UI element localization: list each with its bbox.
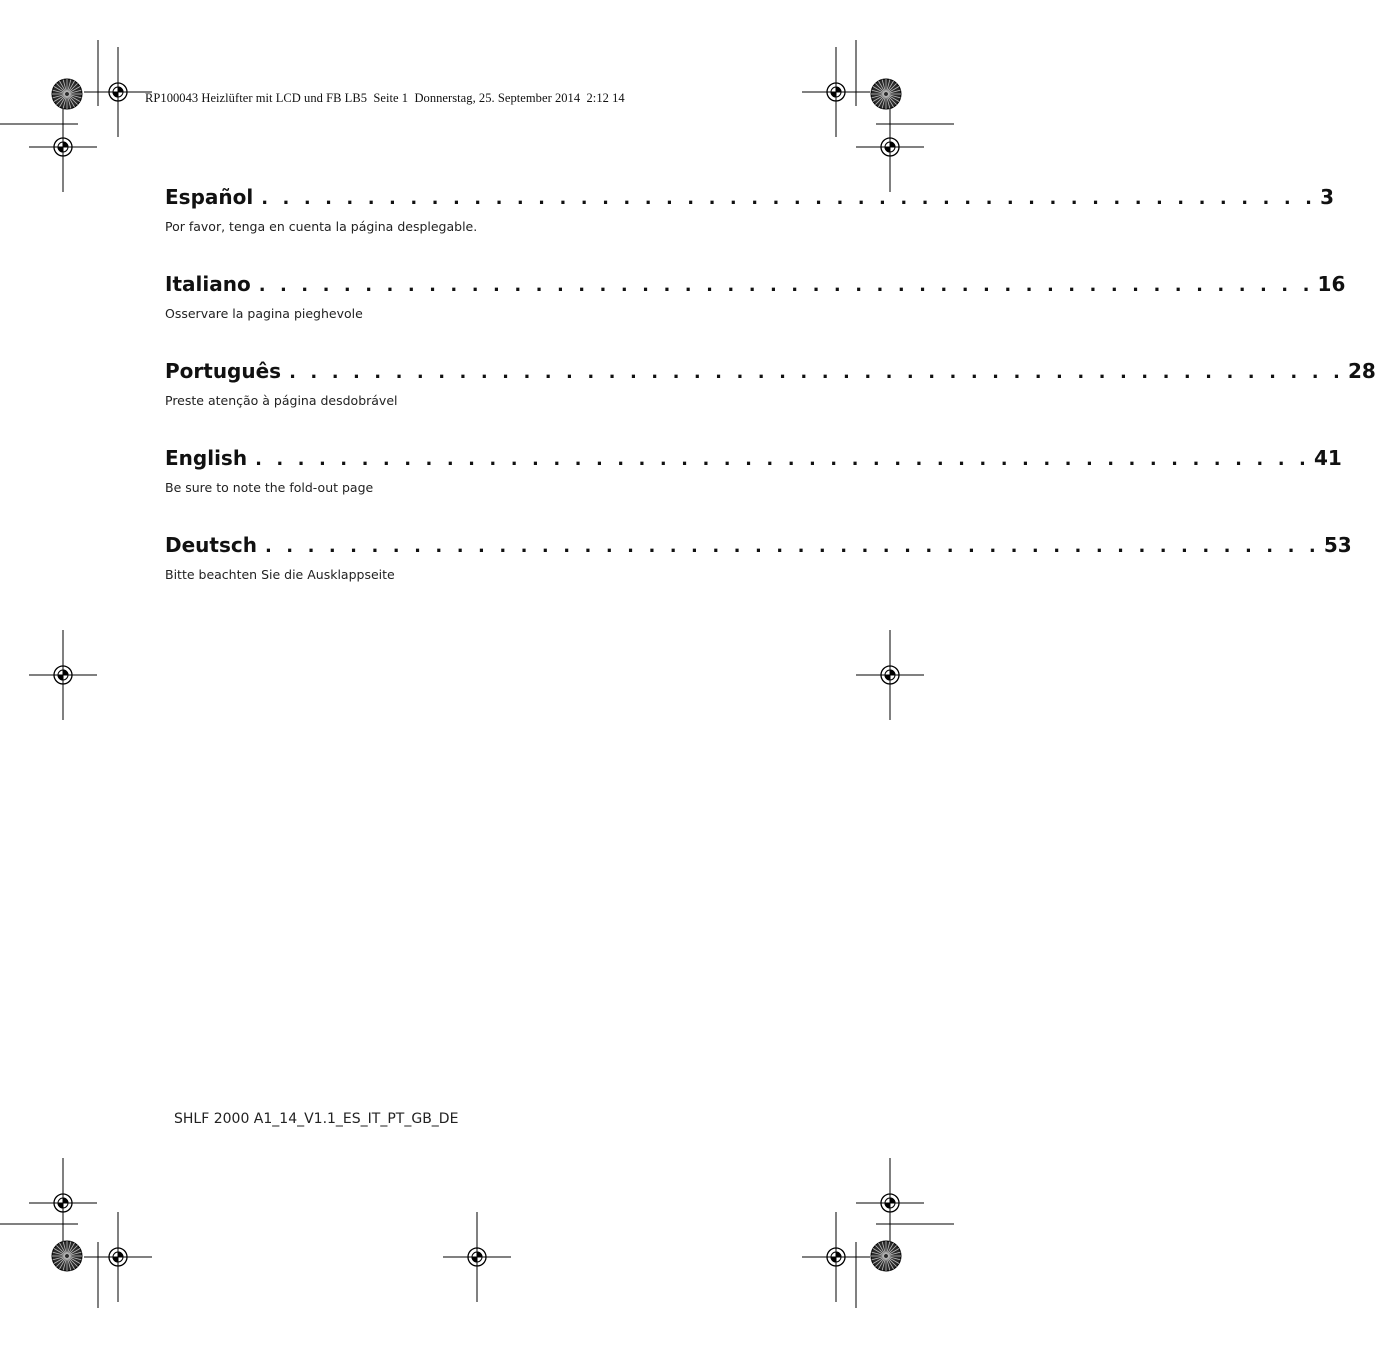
- registration-mark-icon: [29, 630, 97, 720]
- toc-entry-es[interactable]: [165, 185, 1334, 272]
- radial-starburst-icon: [52, 79, 82, 109]
- toc-entry-note: Preste atenção à página desdobrável: [165, 393, 398, 408]
- toc-entry-page-number: 53: [1323, 533, 1352, 557]
- registration-mark-icon: [856, 102, 924, 192]
- toc-entry-title: Español: [165, 185, 254, 209]
- registration-mark-icon: [856, 1158, 924, 1248]
- toc-entry-title: English: [165, 446, 248, 470]
- print-slug-header: RP100043 Heizlüfter mit LCD und FB LB5 Seite 1 Donnerstag, 25. September 2014 2:12 14: [145, 91, 625, 105]
- toc-entry-pt[interactable]: [165, 359, 1376, 446]
- toc-entry-title: Português: [165, 359, 282, 383]
- radial-starburst-icon: [871, 79, 901, 109]
- toc-entry-note: Be sure to note the fold-out page: [165, 480, 374, 495]
- toc-entry-title: Italiano: [165, 272, 251, 296]
- toc-entry-page-number: 3: [1320, 185, 1334, 209]
- toc-entry-page-number: 41: [1313, 446, 1342, 470]
- toc-entry-note: Bitte beachten Sie die Ausklappseite: [165, 567, 395, 582]
- registration-mark-icon: [802, 1212, 870, 1302]
- registration-mark-icon: [802, 47, 870, 137]
- toc-entry-title: Deutsch: [165, 533, 257, 557]
- toc-entry-gb[interactable]: [165, 446, 1342, 533]
- registration-mark-icon: [84, 47, 152, 137]
- toc-entry-de[interactable]: [165, 533, 1352, 620]
- leader-dots: . . . . . . . . . . . . . . . . . . . . . . . . . . . . . . . . . . . . . . . . . . . . . . . . . .: [255, 449, 1310, 470]
- leader-dots: . . . . . . . . . . . . . . . . . . . . . . . . . . . . . . . . . . . . . . . . . . . . . . . . . .: [289, 362, 1344, 383]
- leader-dots: . . . . . . . . . . . . . . . . . . . . . . . . . . . . . . . . . . . . . . . . . . . . . . . . . .: [258, 275, 1314, 296]
- radial-starburst-icon: [52, 1241, 82, 1271]
- toc-entry-note: Osservare la pagina pieghevole: [165, 306, 363, 321]
- leader-dots: . . . . . . . . . . . . . . . . . . . . . . . . . . . . . . . . . . . . . . . . . . . . . . . . . .: [264, 536, 1320, 557]
- toc-entry-it[interactable]: [165, 272, 1346, 359]
- table-of-contents: [165, 185, 1376, 620]
- toc-entry-note: Por favor, tenga en cuenta la página desplegable.: [165, 219, 478, 234]
- leader-dots: . . . . . . . . . . . . . . . . . . . . . . . . . . . . . . . . . . . . . . . . . . . . . . . . . .: [261, 188, 1317, 209]
- document-code: SHLF 2000 A1_14_V1.1_ES_IT_PT_GB_DE: [174, 1111, 459, 1127]
- toc-entry-page-number: 16: [1317, 272, 1346, 296]
- registration-mark-icon: [856, 630, 924, 720]
- registration-mark-icon: [84, 1212, 152, 1302]
- toc-entry-page-number: 28: [1347, 359, 1376, 383]
- registration-mark-icon: [29, 102, 97, 192]
- registration-mark-icon: [29, 1158, 97, 1248]
- registration-mark-icon: [443, 1212, 511, 1302]
- radial-starburst-icon: [871, 1241, 901, 1271]
